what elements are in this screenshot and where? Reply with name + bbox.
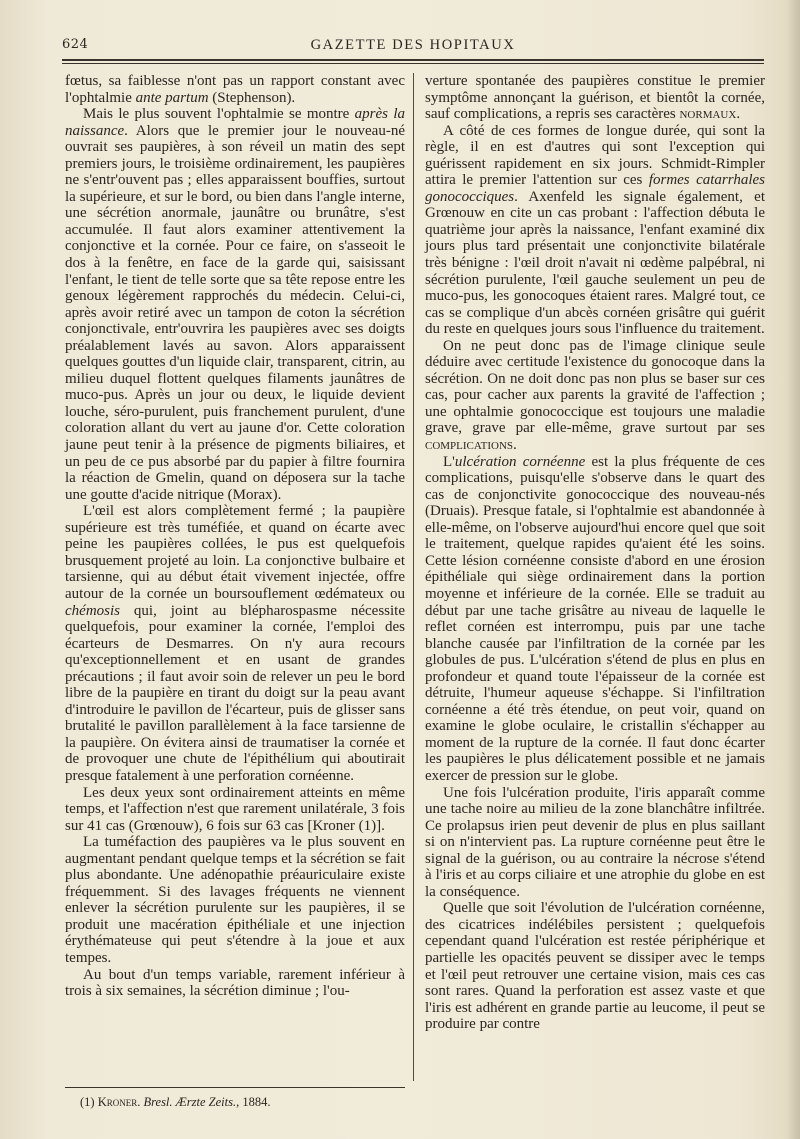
paragraph: L'ulcération cornéenne est la plus fréquente de ces complications, puisqu'elle s'observe dans le quart des cas de conjonctivite gonococcique des nouveau-nés (Druais). Presque fatale, si l'ophtalmie est abandonnée à elle-même, on l'observe aujourd'hui encore quel que soit le traitement, quelque rapides qu'aient été les soins. Cette lésion cornéenne consiste d'abord en une érosion épithéliale qui siège ordinairement dans la portion moyenne et inférieure de la cornée. Elle se traduit au début par une tache grisâtre au niveau de laquelle le reflet cornéen est interrompu, puis par une tache blanche causée par l'infiltration de la cornée par les globules de pus. L'ulcération s'étend de plus en plus en profondeur et quand toute l'épaisseur de la cornée est détruite, l'humeur aqueuse s'échappe. Si l'infiltration cornéenne a été très étendue, on peut voir, quand on examine le globe oculaire, le cristallin s'échapper au moment de la rupture de la cornée. Il faut donc écarter les paupières le plus délicatement possible et ne jamais exercer de pression sur le globe. xyxy=(425,453,766,784)
paragraph: A côté de ces formes de longue durée, qui sont la règle, il en est d'autres qui sont l'exception qui guérissent rapidement en six jours. Schmidt-Rimpler attira le premier l'attention sur ces formes catarrhales gonococciques. Axenfeld les signale également, et Grœnouw en cite un cas probant : l'affection débuta le quatrième jour après la naissance, l'enfant examiné dix jours plus tard présentait une conjonctivite bilatérale très bénigne : l'œil droit n'avait ni œdème palpébral, ni sécrétion purulente, l'œil gauche seulement un peu de muco-pus, les gonocoques étaient rares. Malgré tout, ce cas se complique d'un abcès cornéen grisâtre qui guérit du reste en quelques jours sous l'influence du traitement. xyxy=(425,122,765,338)
left-column xyxy=(65,73,405,1000)
footnote-rule xyxy=(65,1087,405,1088)
page-spine-shadow xyxy=(786,0,800,1139)
header-rule-thin xyxy=(62,63,764,64)
paragraph: On ne peut donc pas de l'image clinique seule déduire avec certitude l'existence du gonocoque dans la sécrétion. On ne doit donc pas non plus se baser sur ces cas, pour cacher aux parents la gravité de l'affection ; une ophtalmie gonococcique est toujours une maladie grave, grave par elle-même, grave surtout par ses complications. xyxy=(425,337,765,454)
paragraph: fœtus, sa faiblesse n'ont pas un rapport constant avec l'ophtalmie ante partum (Stephenson). xyxy=(65,73,405,106)
paragraph: La tuméfaction des paupières va le plus souvent en augmentant pendant quelque temps et la sécrétion se fait plus abondante. Une adénopathie préauriculaire existe fréquemment. Si des lavages fréquents ne viennent enlever la sécrétion purulente sur les paupières, il se produit une macération épithéliale et une injection érythémateuse qui peut s'étendre à la joue et aux tempes. xyxy=(65,834,405,966)
running-title: GAZETTE DES HOPITAUX xyxy=(310,37,516,53)
paragraph: Une fois l'ulcération produite, l'iris apparaît comme une tache noire au milieu de la zone blanchâtre infiltrée. Ce prolapsus irien peut devenir de plus en plus saillant si on n'intervient pas. La rupture cornéenne peut être le signal de la guérison, ou au contraire la nécrose s'étend à l'iris et au corps ciliaire et une atrophie du globe en est la conséquence. xyxy=(425,784,765,900)
page-number: 624 xyxy=(62,37,89,52)
footnote: (1) Kroner. Bresl. Ærzte Zeits., 1884. xyxy=(80,1095,271,1109)
header-rule xyxy=(62,59,764,61)
paragraph: Au bout d'un temps variable, rarement inférieur à trois à six semaines, la sécrétion diminue ; l'ou- xyxy=(65,966,405,1000)
paragraph: verture spontanée des paupières constitue le premier symptôme annonçant la guérison, et bientôt la cornée, sauf complications, a repris ses caractères normaux. xyxy=(425,73,765,123)
paragraph: L'œil est alors complètement fermé ; la paupière supérieure est très tuméfiée, et quand on écarte avec peine les paupières collées, le pus est quelquefois brusquement projeté au loin. La conjonctive bulbaire et tarsienne, qui au début était vivement injectée, offre autour de la cornée un boursouflement œdémateux ou chémosis qui, joint au blépharospasme nécessite quelquefois, pour examiner la cornée, l'emploi des écarteurs de Desmarres. On n'y aura recours qu'exceptionnellement et en usant de grandes précautions ; il faut avoir soin de relever un peu le bord libre de la paupière en tirant du doigt sur la peau avant d'introduire le pavillon de l'écarteur, puis de glisser sans brutalité le pavillon parallèlement à la face tarsienne de la paupière. On évitera ainsi de traumatiser la cornée et de provoquer une chute de l'épithélium qui aboutirait presque fatalement à une perforation cornéenne. xyxy=(65,503,405,784)
page-header xyxy=(62,34,764,56)
right-column xyxy=(425,73,765,1033)
column-divider xyxy=(413,73,414,1081)
paragraph: Quelle que soit l'évolution de l'ulcération cornéenne, des cicatrices indélébiles persistent ; quelquefois cependant quand l'ulcération est restée périphérique et partielle les opacités peuvent se dissiper avec le temps et l'œil peut retrouver une certaine vision, mais ces cas sont rares. Quand la perforation est assez vaste et que l'iris est adhérent en grande partie au leucome, il peut se produire par contre xyxy=(425,900,765,1033)
paragraph: Mais le plus souvent l'ophtalmie se montre après la naissance. Alors que le premier jour le nouveau-né ouvrait ses paupières, à son réveil un matin des sept premiers jours, le troisième ordinairement, les paupières ne s'entr'ouvent pas ; elles apparaissent bouffies, surtout la supérieure, et sur le bord, ou bien dans l'angle interne, une sécrétion anormale, jaunâtre ou brunâtre, s'est accumulée. Il faut alors examiner attentivement la conjonctive et la cornée. Pour ce faire, on s'asseoit le dos à la fenêtre, en face de la garde qui, saisissant l'enfant, le tient de telle sorte que sa tête repose entre les genoux légèrement rapprochés du médecin. Celui-ci, après avoir retiré avec un tampon de coton la sécrétion conjonctivale, entr'ouvrira les paupières avec ses doigts préalablement lavés au savon. Alors apparaissent quelques gouttes d'un liquide clair, transparent, citrin, au milieu duquel flottent quelques filaments jaunâtres de muco-pus. Après un jour ou deux, le liquide devient louche, séro-purulent, puis franchement purulent, d'une coloration allant du vert au jaune d'or. Cette coloration jaune peut tenir à la présence de pigments biliaires, et un peu de ce pus absorbé par du papier à filtre fournira la réaction de Gmelin, quand on déposera sur la tache une goutte d'acide nitrique (Morax). xyxy=(65,106,405,503)
paragraph: Les deux yeux sont ordinairement atteints en même temps, et l'affection n'est que rarement unilatérale, 3 fois sur 41 cas (Grœnouw), 6 fois sur 63 cas [Kroner (1)]. xyxy=(65,784,405,834)
